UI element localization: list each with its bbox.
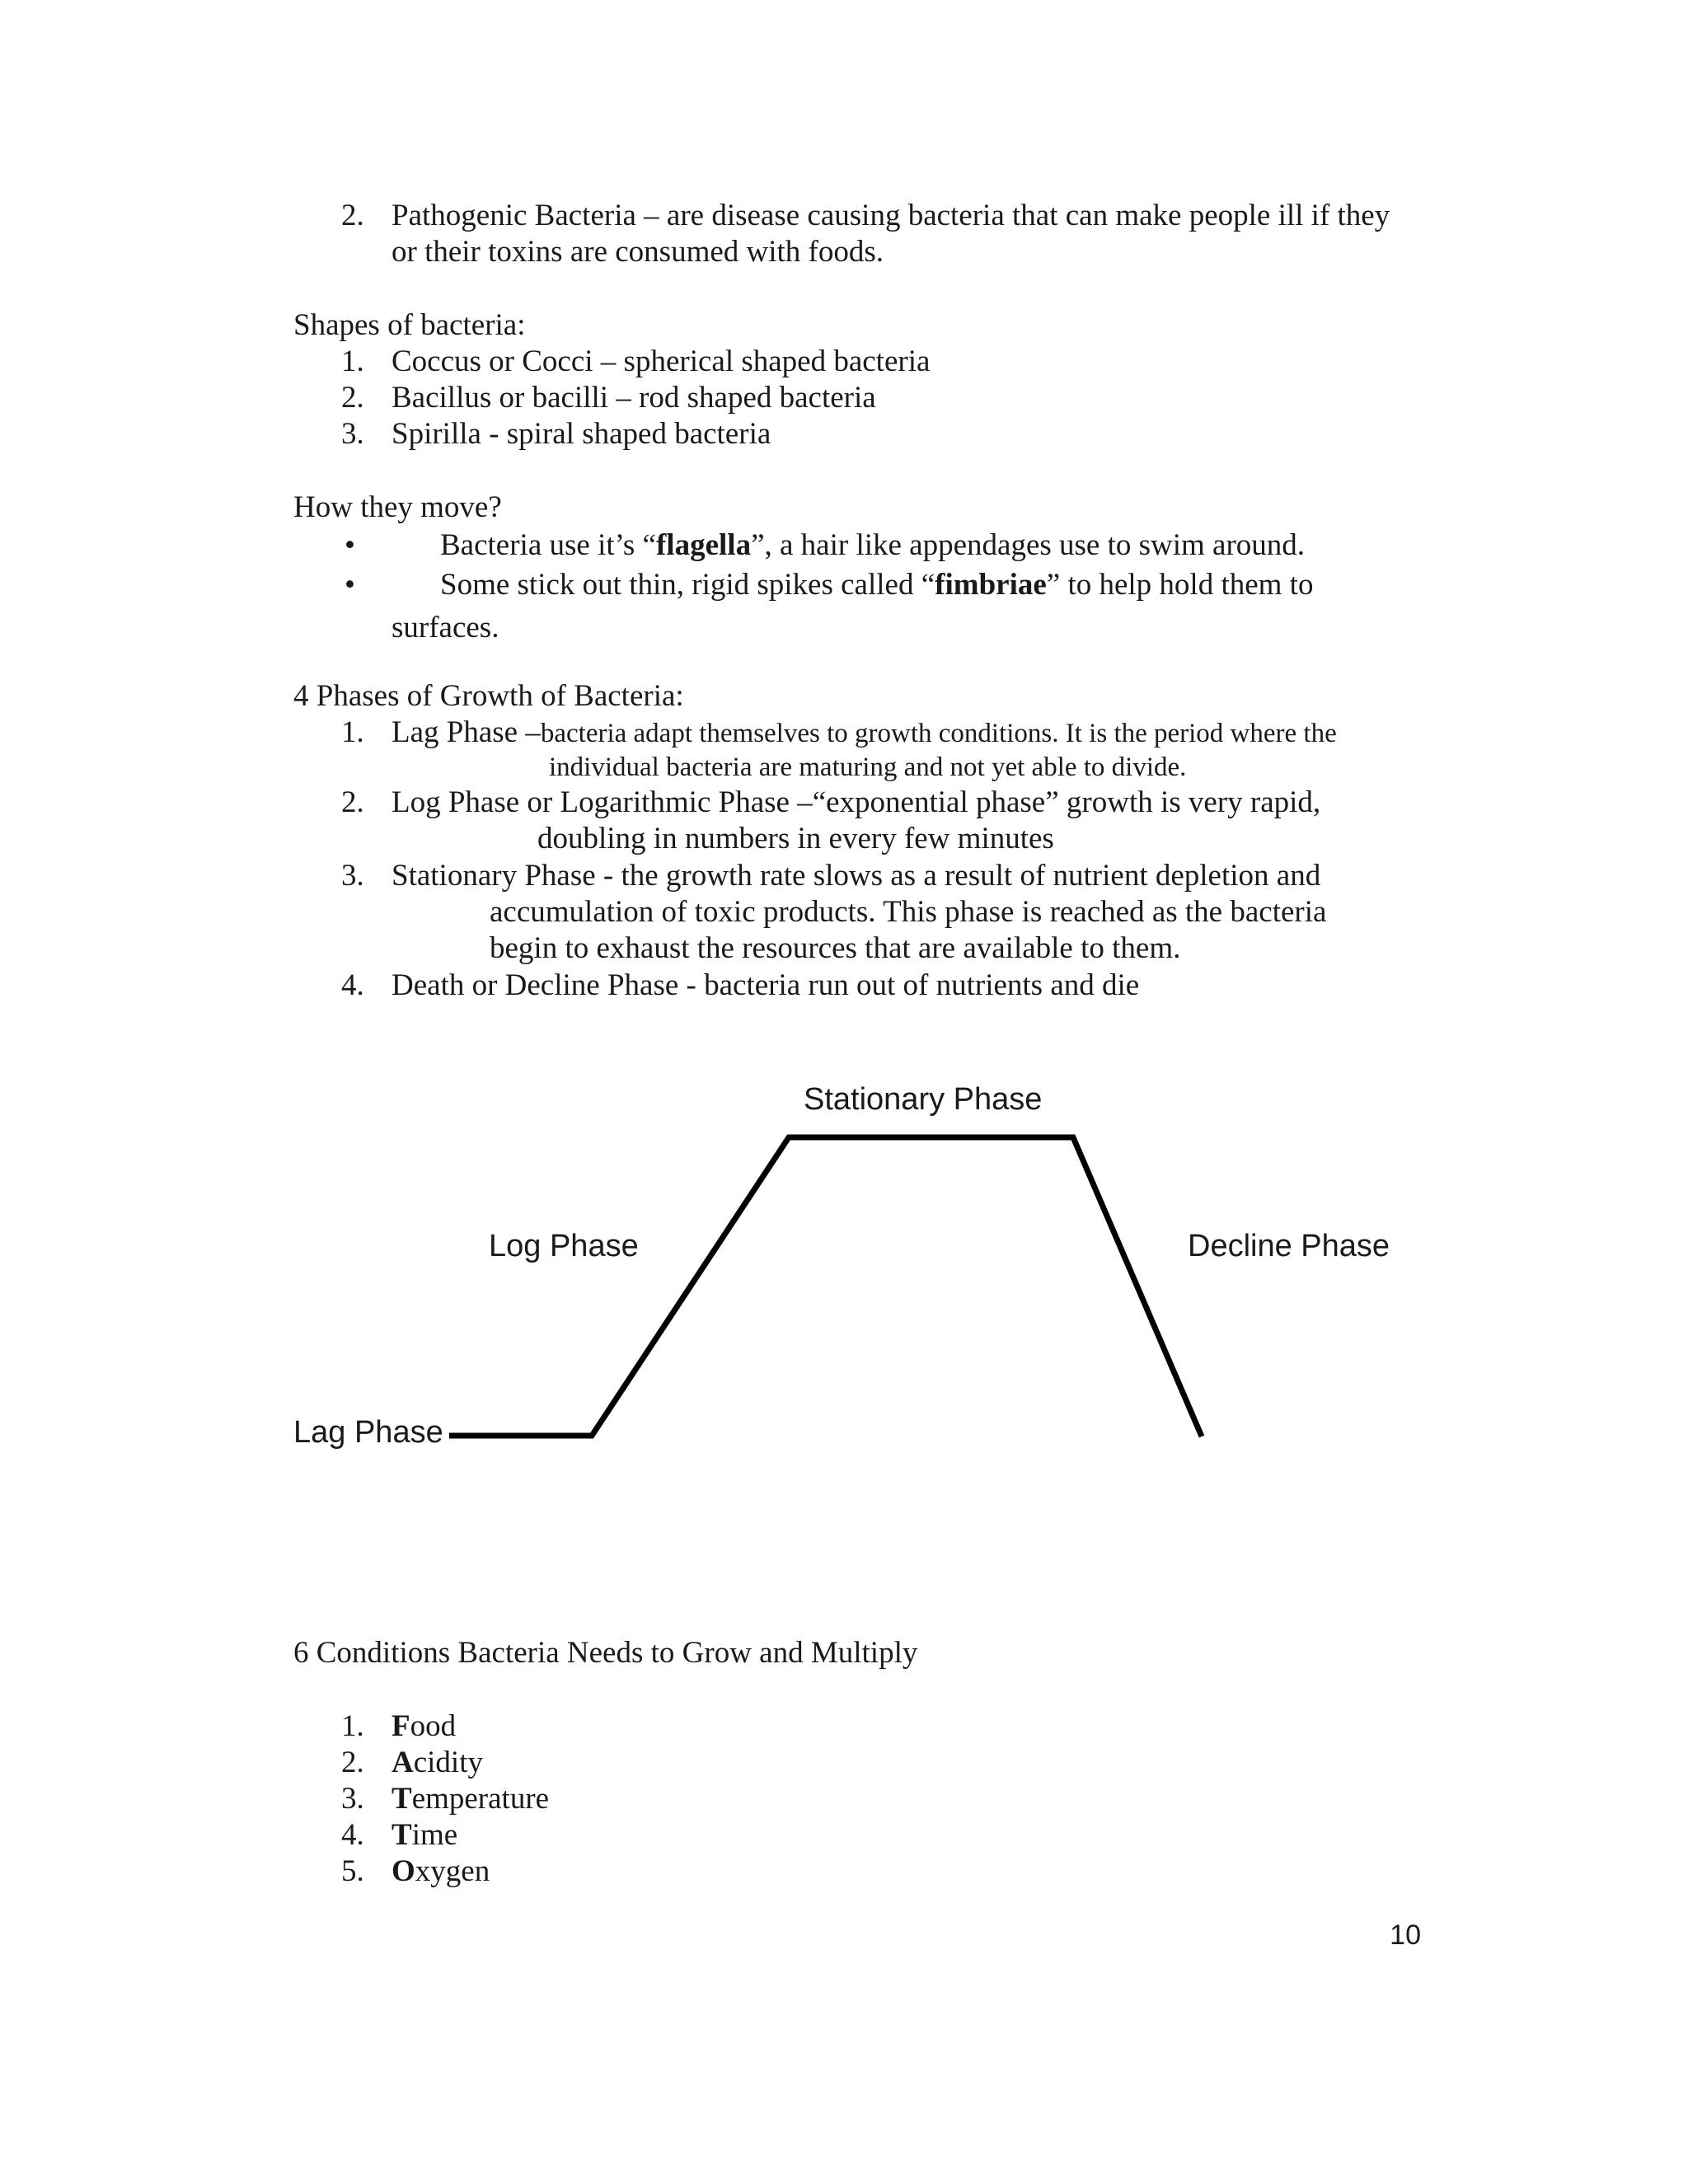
list-number: 5. [341, 1854, 364, 1888]
shape-item: Coccus or Cocci – spherical shaped bacteria [392, 344, 931, 378]
list-number: 3. [341, 859, 364, 893]
list-number: 1. [341, 715, 364, 749]
list-number: 2. [341, 785, 364, 819]
list-number: 4. [341, 968, 364, 1002]
condition-item: Time [392, 1818, 458, 1852]
fimbriae-term: fimbriae [935, 568, 1047, 602]
bullet: • [345, 528, 355, 562]
decline-phase-label: Decline Phase [1188, 1229, 1390, 1263]
pathogenic-line-2: or their toxins are consumed with foods. [392, 235, 884, 269]
shape-item: Bacillus or bacilli – rod shaped bacteria [392, 381, 876, 415]
list-number: 3. [341, 1782, 364, 1816]
log-phase-line-1: Log Phase or Logarithmic Phase –“exponential phase” growth is very rapid, [392, 785, 1321, 819]
stationary-phase-line-3: begin to exhaust the resources that are available to them. [490, 931, 1181, 965]
lag-phase-line-1: Lag Phase –bacteria adapt themselves to growth conditions. It is the period where the [392, 715, 1337, 749]
log-phase-line-2: doubling in numbers in every few minutes [537, 822, 1054, 855]
list-number: 4. [341, 1818, 364, 1852]
condition-item: Acidity [392, 1746, 483, 1779]
log-phase-label: Log Phase [489, 1229, 639, 1263]
condition-item: Oxygen [392, 1854, 490, 1888]
stationary-phase-line-2: accumulation of toxic products. This phase is reached as the bacteria [490, 895, 1327, 929]
bullet: • [345, 568, 355, 602]
lag-phase-line-2: individual bacteria are maturing and not yet able to divide. [549, 752, 1187, 782]
phases-heading: 4 Phases of Growth of Bacteria: [293, 679, 684, 713]
decline-phase-line-1: Death or Decline Phase - bacteria run out of nutrients and die [392, 968, 1140, 1002]
condition-item: Temperature [392, 1782, 550, 1816]
movement-bullet-1: Bacteria use it’s “flagella”, a hair like appendages use to swim around. [440, 528, 1306, 562]
page-number: 10 [1390, 1919, 1421, 1951]
flagella-term: flagella [655, 528, 752, 562]
pathogenic-line-1: Pathogenic Bacteria – are disease causing bacteria that can make people ill if they [392, 199, 1390, 232]
list-number: 1. [341, 344, 364, 378]
growth-curve-line [449, 1137, 1202, 1436]
movement-bullet-2: Some stick out thin, rigid spikes called “fimbriae” to help hold them to [440, 568, 1314, 602]
list-number: 1. [341, 1709, 364, 1743]
stationary-phase-line-1: Stationary Phase - the growth rate slows as a result of nutrient depletion and [392, 859, 1321, 893]
movement-bullet-2-cont: surfaces. [392, 611, 499, 644]
conditions-heading: 6 Conditions Bacteria Needs to Grow and Multiply [293, 1636, 918, 1670]
lag-phase-label: Lag Phase [293, 1415, 443, 1450]
list-number: 2. [341, 199, 364, 232]
stationary-phase-label: Stationary Phase [804, 1082, 1043, 1117]
movement-heading: How they move? [293, 490, 502, 524]
list-number: 2. [341, 381, 364, 415]
list-number: 3. [341, 417, 364, 451]
condition-item: Food [392, 1709, 457, 1743]
shapes-heading: Shapes of bacteria: [293, 308, 526, 342]
list-number: 2. [341, 1746, 364, 1779]
shape-item: Spirilla - spiral shaped bacteria [392, 417, 771, 451]
